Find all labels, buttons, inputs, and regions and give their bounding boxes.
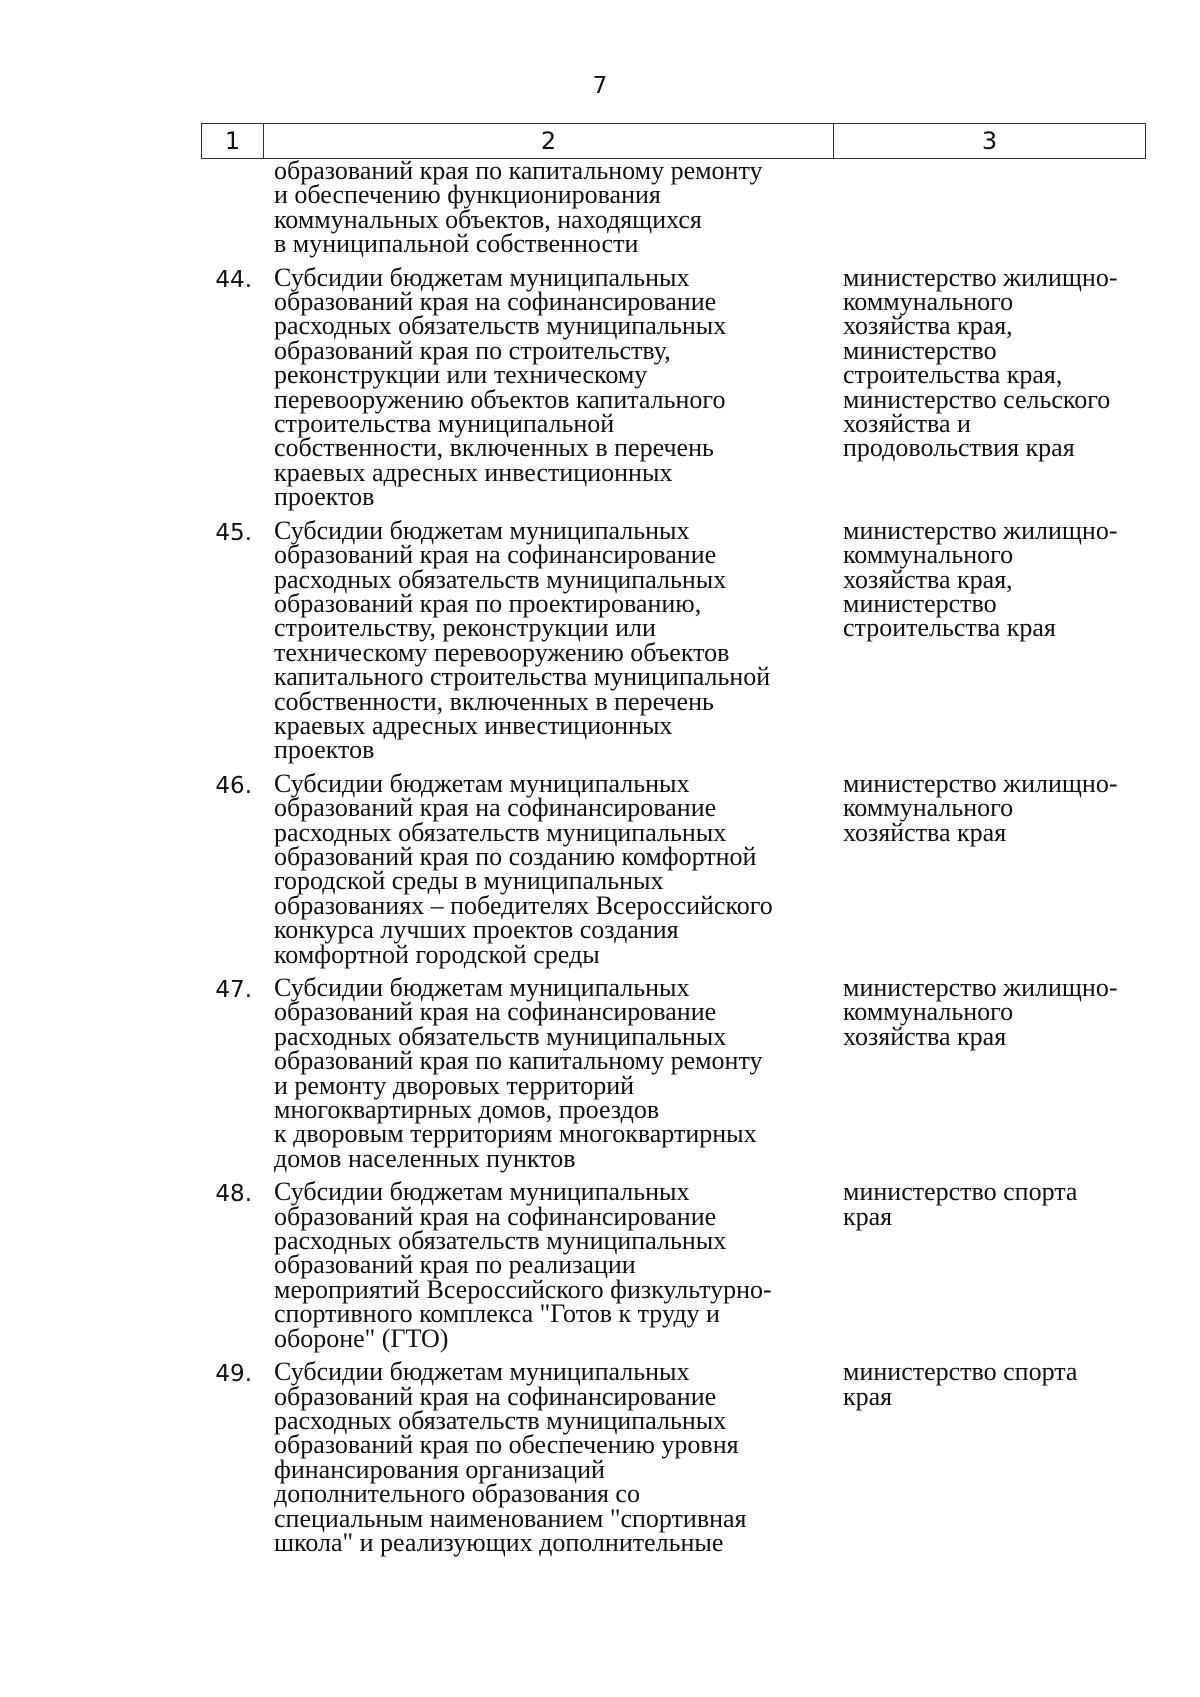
row-description: Субсидии бюджетам муниципальных образований края на софинансирование расходных обязательств муниципальных образований края по проектированию, строительству, реконструкции или техническому перевооружению объектов капитального строительства муниципальной собственности, включенных в перечень краевых адресных инвестиционных проектов — [274, 515, 771, 765]
table-header — [201, 123, 1146, 159]
row-responsible — [833, 159, 1146, 257]
row-description: Субсидии бюджетам муниципальных образований края на софинансирование расходных обязательств муниципальных образований края по строительству, реконструкции или техническому перевооружению объектов капитального строительства муниципальной собственности, включенных в перечень краевых адресных инвестиционных проектов — [274, 262, 727, 512]
row-description: Субсидии бюджетам муниципальных образований края на софинансирование расходных обязательств муниципальных образований края по созданию комфортной городской среды в муниципальных образованиях – победителях Всероссийского конкурса лучших проектов создания комфортной городской среды — [274, 768, 773, 969]
row-description: Субсидии бюджетам муниципальных образований края на софинансирование расходных обязательств муниципальных образований края по реализации мероприятий Всероссийского физкультурно- спортивного комплекса "Готов к труду и обороне" (ГТО) — [274, 1177, 772, 1353]
row-number: 47. — [215, 977, 252, 1003]
row-number: 44. — [215, 266, 252, 293]
row-description: Субсидии бюджетам муниципальных образований края на софинансирование расходных обязательств муниципальных образований края по обеспечению уровня финансирования организаций дополнительного образования со специальным наименованием "спортивная школа" и реализующих дополнительные — [274, 1357, 747, 1557]
table-row — [201, 973, 1146, 1173]
row-responsible: министерство жилищно- коммунального хозяйства края — [843, 973, 1118, 1051]
row-number: 49. — [215, 1361, 252, 1388]
row-description: Субсидии бюджетам муниципальных образований края на софинансирование расходных обязательств муниципальных образований края по капитальному ремонту и ремонту дворовых территорий многоквартирных домов, проездов к дворовым территориям многоквартирных домов населенных пунктов — [274, 973, 763, 1173]
row-responsible: министерство жилищно- коммунального хозяйства края, министерство строительства края — [843, 515, 1118, 643]
row-responsible: министерство спорта края — [843, 1177, 1078, 1231]
page-number: 7 — [592, 73, 608, 99]
table-row — [201, 1177, 1146, 1353]
row-description: образований края по капитальному ремонту и обеспечению функционирования коммунальных объектов, находящихся в муниципальной собственности — [274, 156, 763, 259]
row-number: 48. — [215, 1181, 252, 1208]
row-responsible: министерство жилищно- коммунального хозяйства края — [843, 768, 1118, 847]
header-col-3: 3 — [981, 127, 998, 155]
row-responsible: министерство спорта края — [843, 1357, 1078, 1411]
row-responsible: министерство жилищно- коммунального хозяйства края, министерство строительства края, министерство сельского хозяйства и продовольствия края — [843, 262, 1118, 463]
table-row — [201, 515, 1146, 765]
row-number: 46. — [215, 772, 252, 799]
header-col-2: 2 — [264, 124, 834, 158]
table-row — [201, 1357, 1146, 1557]
table-row — [201, 262, 1146, 512]
table-body — [201, 156, 1146, 1564]
row-number — [201, 159, 263, 257]
table-row — [201, 768, 1146, 969]
table-row-continuation — [201, 156, 1146, 259]
row-number: 45. — [215, 519, 252, 546]
header-col-1: 1 — [202, 124, 264, 158]
